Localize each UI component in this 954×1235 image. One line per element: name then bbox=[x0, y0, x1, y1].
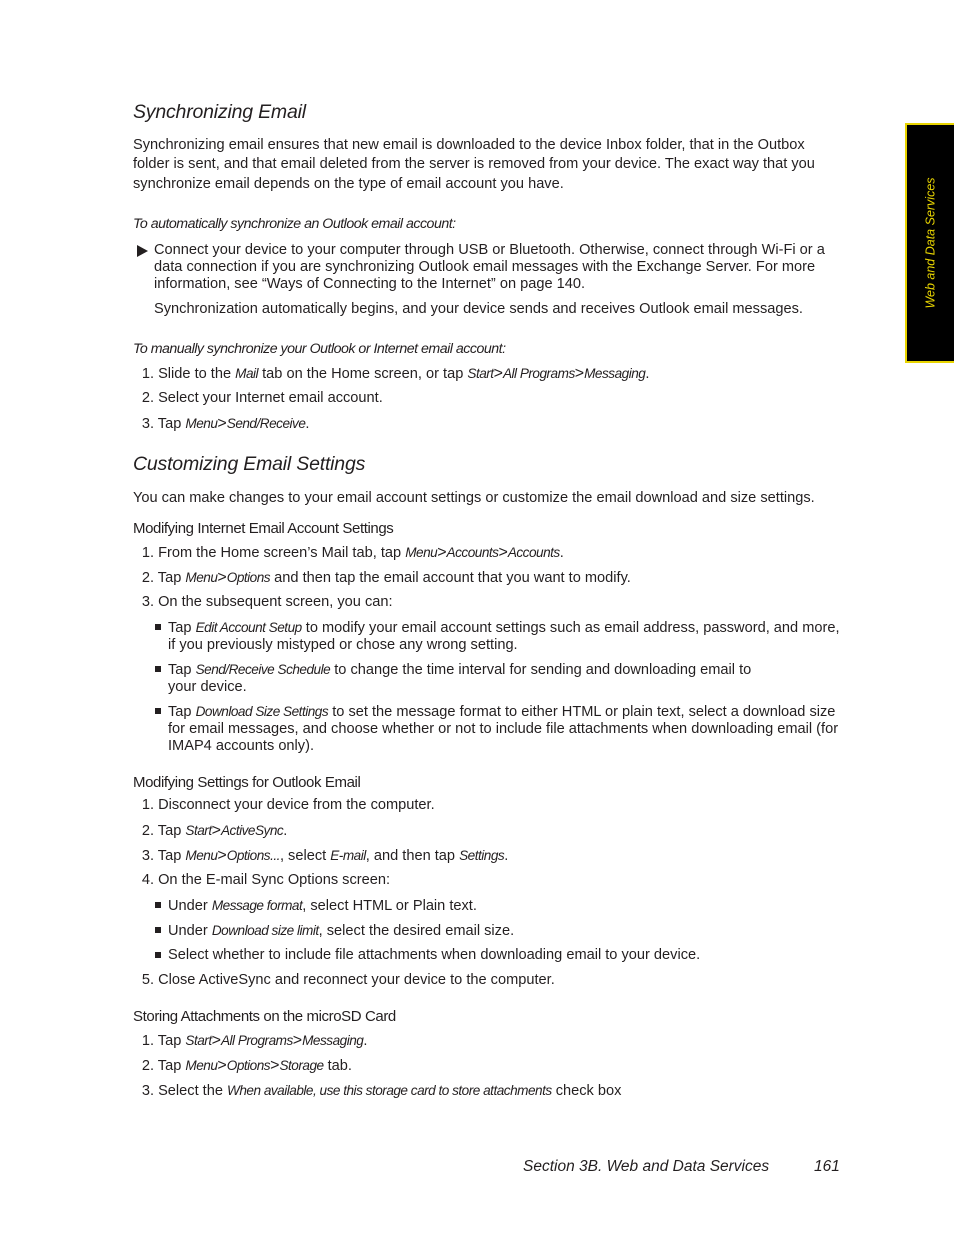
custom-intro-paragraph: You can make changes to your email account settings or customize the email download and size settings. bbox=[133, 490, 815, 506]
internet-step-2: 2. Tap Menu>Options and then tap the email account that you want to modify. bbox=[141, 569, 631, 586]
manual-step-2: 2. Select your Internet email account. bbox=[141, 390, 383, 406]
side-tab-label: Web and Data Services bbox=[923, 177, 937, 309]
outlook-step-2: 2. Tap Start>ActiveSync. bbox=[141, 822, 288, 839]
square-bullet-icon bbox=[155, 624, 161, 630]
storage-step-3: 3. Select the When available, use this storage card to store attachments check box bbox=[141, 1083, 622, 1099]
manual-step-3: 3. Tap Menu>Send/Receive. bbox=[141, 415, 310, 432]
square-bullet-icon bbox=[155, 708, 161, 714]
section-side-tab bbox=[905, 123, 954, 363]
heading-customizing-email-settings: Customizing Email Settings bbox=[133, 453, 366, 475]
square-bullet-icon bbox=[155, 927, 161, 933]
arrow-bullet-icon bbox=[137, 245, 148, 257]
outlook-step-3: 3. Tap Menu>Options..., select E-mail, and then tap Settings. bbox=[141, 847, 509, 864]
footer-page-number: 161 bbox=[814, 1158, 840, 1175]
heading-synchronizing-email: Synchronizing Email bbox=[133, 101, 306, 123]
auto-sync-note: Synchronization automatically begins, and your device sends and receives Outlook email messages. bbox=[154, 301, 803, 317]
outlook-step-5: 5. Close ActiveSync and reconnect your device to the computer. bbox=[141, 972, 555, 988]
internet-step-1: 1. From the Home screen’s Mail tab, tap Menu>Accounts>Accounts. bbox=[141, 544, 564, 561]
internet-step-3: 3. On the subsequent screen, you can: bbox=[141, 594, 393, 610]
manual-sync-lead: To manually synchronize your Outlook or Internet email account: bbox=[133, 341, 506, 357]
footer-section-title: Section 3B. Web and Data Services bbox=[523, 1158, 770, 1175]
heading-storing-attachments: Storing Attachments on the microSD Card bbox=[133, 1008, 396, 1025]
heading-outlook-email-settings: Modifying Settings for Outlook Email bbox=[133, 774, 361, 791]
storage-step-2: 2. Tap Menu>Options>Storage tab. bbox=[141, 1057, 352, 1074]
square-bullet-icon bbox=[155, 952, 161, 958]
square-bullet-icon bbox=[155, 902, 161, 908]
auto-sync-step-text: Connect your device to your computer through USB or Bluetooth. Otherwise, connect through Wi-Fi or a data connection if you are synchronizing Outlook email messages with the Exchange Server. For more information, see “Ways of Connecting to the Internet” on page 140. bbox=[154, 242, 825, 292]
outlook-step-4: 4. On the E-mail Sync Options screen: bbox=[141, 872, 391, 888]
auto-sync-lead: To automatically synchronize an Outlook email account: bbox=[133, 216, 456, 232]
storage-step-1: 1. Tap Start>All Programs>Messaging. bbox=[141, 1032, 368, 1049]
manual-step-1: 1. Slide to the Mail tab on the Home screen, or tap Start>All Programs>Messaging. bbox=[141, 365, 650, 382]
outlook-step-1: 1. Disconnect your device from the computer. bbox=[141, 797, 435, 813]
square-bullet-icon bbox=[155, 666, 161, 672]
sync-intro-paragraph: Synchronizing email ensures that new email is downloaded to the device Inbox folder, that in the Outbox folder is sent, and that email deleted from the server is removed from your device. The exact way that you synchronize email depends on the type of email account you have. bbox=[133, 137, 815, 192]
heading-internet-email-settings: Modifying Internet Email Account Settings bbox=[133, 520, 394, 537]
